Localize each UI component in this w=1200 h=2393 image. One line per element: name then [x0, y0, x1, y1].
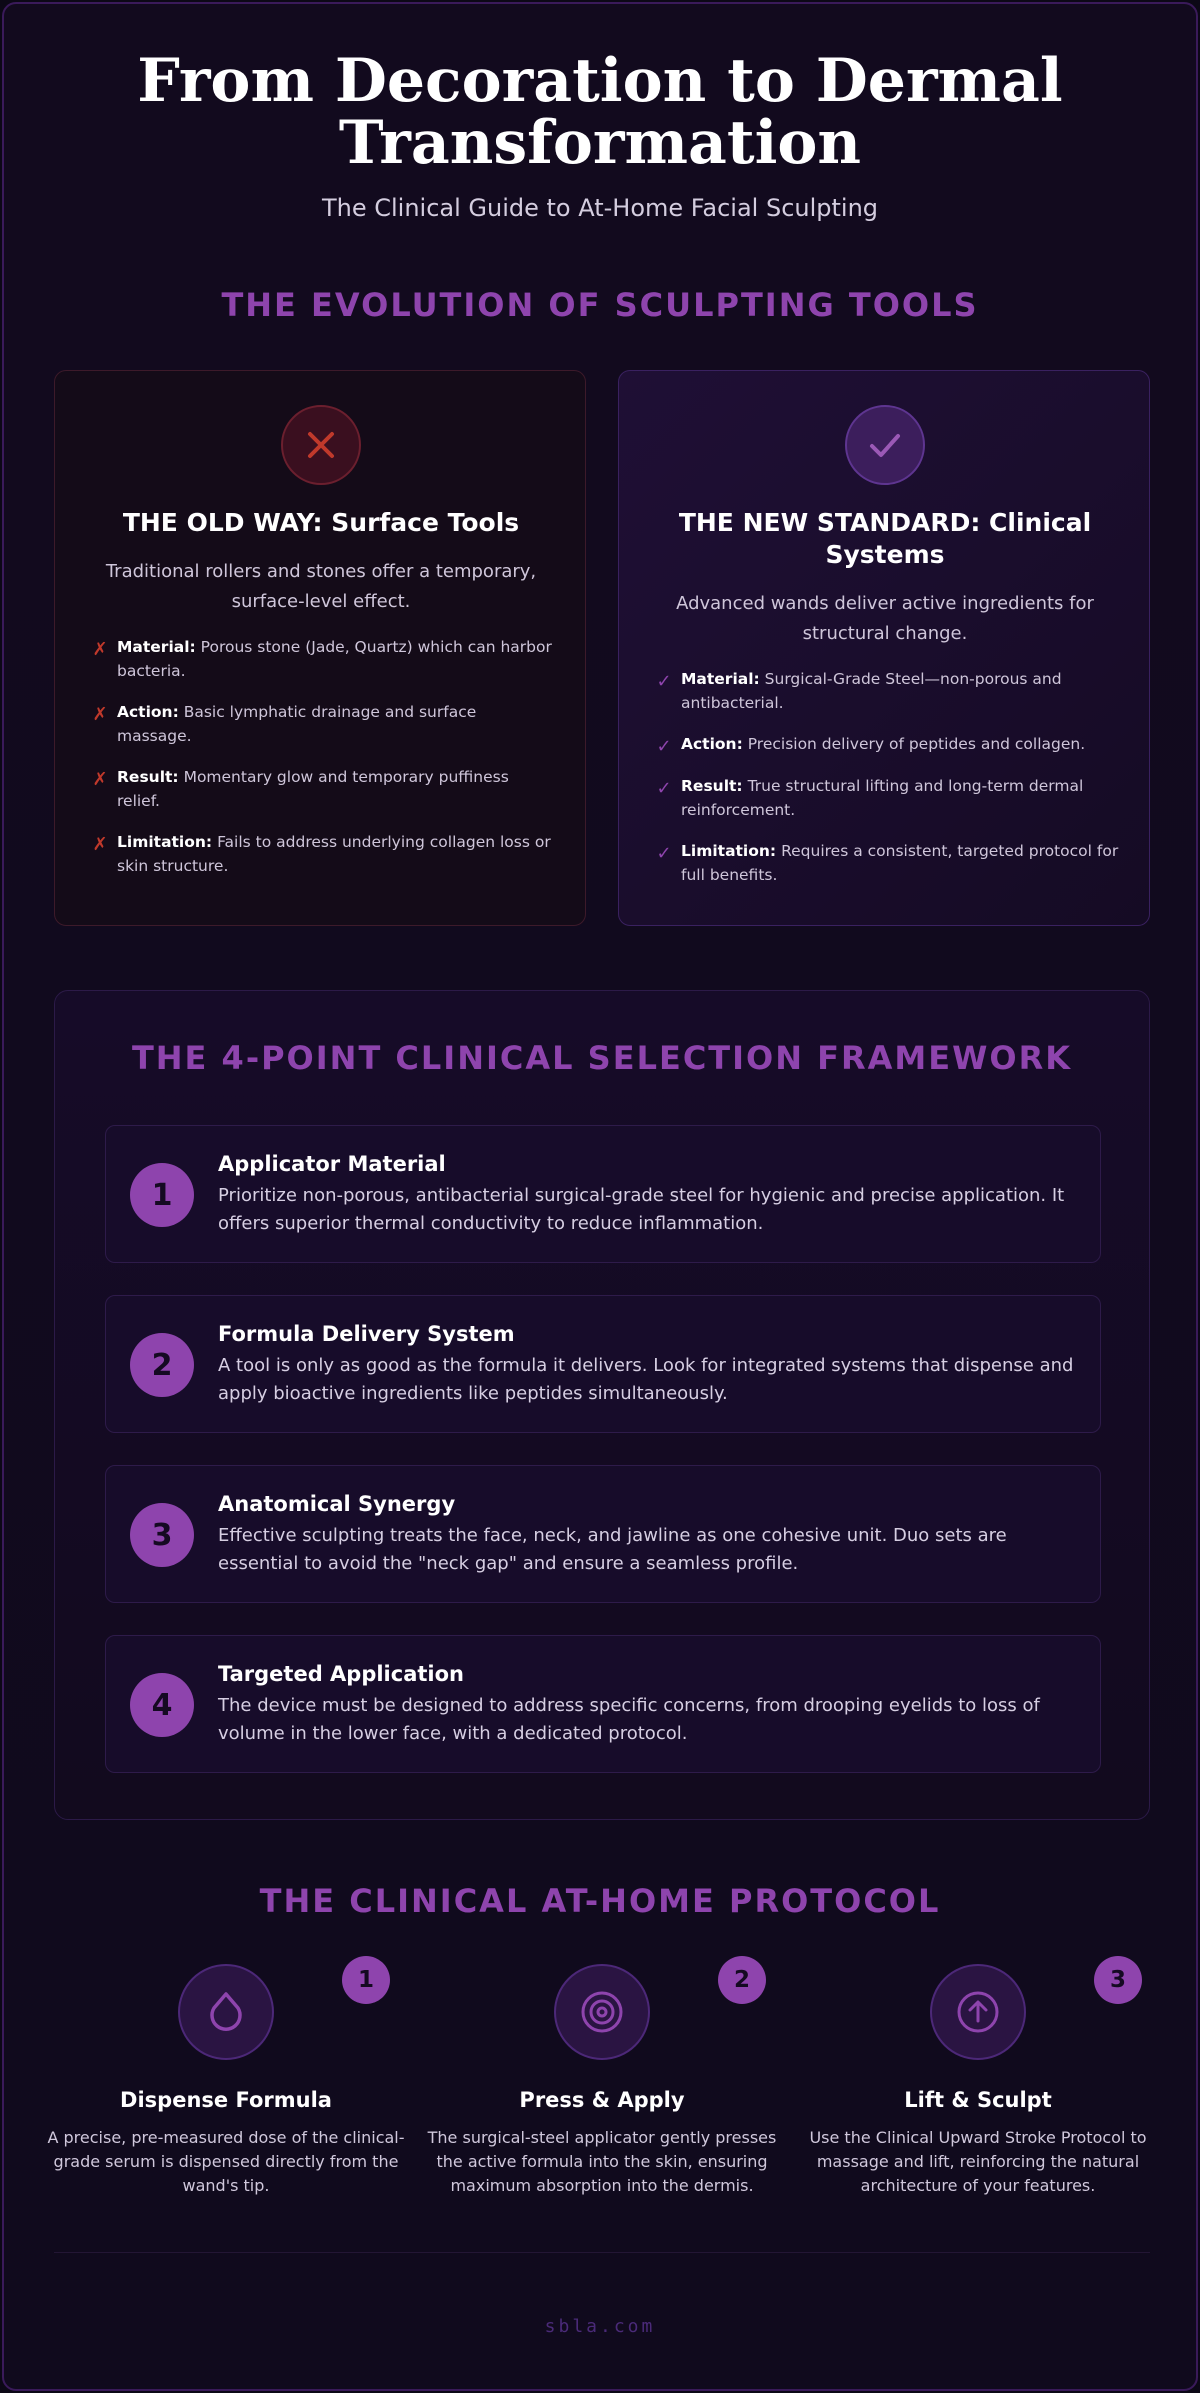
feature-text: True structural lifting and long-term dermal reinforcement.	[681, 777, 1084, 819]
step-title: Press & Apply	[519, 2088, 685, 2112]
feature-item	[649, 774, 1119, 822]
feature-item	[85, 765, 555, 813]
framework-item	[105, 1295, 1101, 1433]
step-description: Use the Clinical Upward Stroke Protocol to massage and lift, reinforcing the natural architecture of your features.	[809, 2128, 1147, 2195]
new-standard-features	[649, 667, 1119, 904]
framework-item	[105, 1635, 1101, 1773]
step-number-badge: 2	[718, 1956, 766, 2004]
feature-label: Limitation:	[681, 842, 777, 860]
checkmark-icon: ✓	[656, 736, 672, 757]
checkmark-icon: ✓	[656, 671, 672, 692]
framework-item-description: Prioritize non-porous, antibacterial surgical-grade steel for hygienic and precise application. It offers superior thermal conductivity to reduce inflammation.	[218, 1185, 1065, 1234]
protocol-heading: THE CLINICAL AT-HOME PROTOCOL	[259, 1882, 941, 1920]
step-title: Dispense Formula	[120, 2088, 332, 2112]
feature-text: Precision delivery of peptides and collagen.	[742, 735, 1086, 753]
new-standard-card	[618, 370, 1150, 926]
droplet-icon	[178, 1964, 274, 2060]
new-standard-title: THE NEW STANDARD: Clinical Systems	[678, 508, 1092, 569]
feature-label: Action:	[681, 735, 743, 753]
number-badge: 3	[130, 1503, 194, 1567]
step-number-badge: 3	[1094, 1956, 1142, 2004]
target-icon	[554, 1964, 650, 2060]
footer-domain: sbla.com	[544, 2316, 656, 2337]
framework-heading: THE 4-POINT CLINICAL SELECTION FRAMEWORK	[131, 1039, 1073, 1077]
framework-item-description: Effective sculpting treats the face, neck, and jawline as one cohesive unit. Duo sets are essential to avoid the "neck gap" and ensure a seamless profile.	[218, 1525, 1007, 1574]
framework-item	[105, 1465, 1101, 1603]
feature-label: Material:	[117, 638, 196, 656]
check-icon	[845, 405, 925, 485]
feature-item	[85, 830, 555, 878]
framework-item-description: The device must be designed to address specific concerns, from drooping eyelids to loss of volume in the lower face, with a dedicated protocol.	[218, 1695, 1040, 1744]
cross-mark-icon: ✗	[92, 769, 108, 790]
old-way-description: Traditional rollers and stones offer a temporary, surface-level effect.	[105, 561, 537, 612]
feature-text: Surgical-Grade Steel—non-porous and antibacterial.	[681, 670, 1062, 712]
feature-label: Result:	[681, 777, 743, 795]
feature-text: Requires a consistent, targeted protocol for full benefits.	[681, 842, 1119, 884]
old-way-features	[85, 635, 555, 895]
feature-text: Porous stone (Jade, Quartz) which can harbor bacteria.	[117, 638, 552, 680]
footer-divider	[54, 2252, 1150, 2253]
step-number-badge: 1	[342, 1956, 390, 2004]
feature-label: Limitation:	[117, 833, 213, 851]
feature-label: Result:	[117, 768, 179, 786]
feature-item	[649, 732, 1119, 757]
framework-item-title: Targeted Application	[218, 1662, 464, 1686]
old-way-card	[54, 370, 586, 926]
framework-item	[105, 1125, 1101, 1263]
feature-item	[85, 700, 555, 748]
checkmark-icon: ✓	[656, 843, 672, 864]
step-title: Lift & Sculpt	[904, 2088, 1052, 2112]
page-subtitle: The Clinical Guide to At-Home Facial Sculpting	[321, 194, 879, 222]
checkmark-icon: ✓	[656, 778, 672, 799]
number-badge: 2	[130, 1333, 194, 1397]
new-standard-description: Advanced wands deliver active ingredients for structural change.	[676, 593, 1094, 644]
arrow-up-circle-icon	[930, 1964, 1026, 2060]
framework-item-title: Formula Delivery System	[218, 1322, 515, 1346]
header	[4, 46, 1196, 222]
step-description: The surgical-steel applicator gently presses the active formula into the skin, ensuring maximum absorption into the dermis.	[427, 2128, 777, 2195]
step-description: A precise, pre-measured dose of the clinical-grade serum is dispensed directly from the wand's tip.	[47, 2128, 405, 2195]
x-icon	[281, 405, 361, 485]
old-way-title: THE OLD WAY: Surface Tools	[122, 508, 520, 537]
evolution-heading: THE EVOLUTION OF SCULPTING TOOLS	[221, 286, 979, 324]
number-badge: 1	[130, 1163, 194, 1227]
framework-item-title: Applicator Material	[218, 1152, 446, 1176]
feature-item	[85, 635, 555, 683]
framework-item-description: A tool is only as good as the formula it delivers. Look for integrated systems that dispense and apply bioactive ingredients like peptides simultaneously.	[218, 1355, 1074, 1404]
infographic-frame	[2, 2, 1198, 2391]
cross-mark-icon: ✗	[92, 834, 108, 855]
feature-text: Basic lymphatic drainage and surface massage.	[117, 703, 477, 745]
cross-mark-icon: ✗	[92, 704, 108, 725]
feature-item	[649, 667, 1119, 715]
framework-item-title: Anatomical Synergy	[218, 1492, 456, 1516]
feature-item	[649, 839, 1119, 887]
feature-label: Material:	[681, 670, 760, 688]
number-badge: 4	[130, 1673, 194, 1737]
cross-mark-icon: ✗	[92, 639, 108, 660]
feature-text: Fails to address underlying collagen loss or skin structure.	[117, 833, 551, 875]
page-title: From Decoration to Dermal Transformation	[137, 46, 1063, 178]
feature-label: Action:	[117, 703, 179, 721]
feature-text: Momentary glow and temporary puffiness relief.	[117, 768, 509, 810]
framework-panel	[54, 990, 1150, 1820]
